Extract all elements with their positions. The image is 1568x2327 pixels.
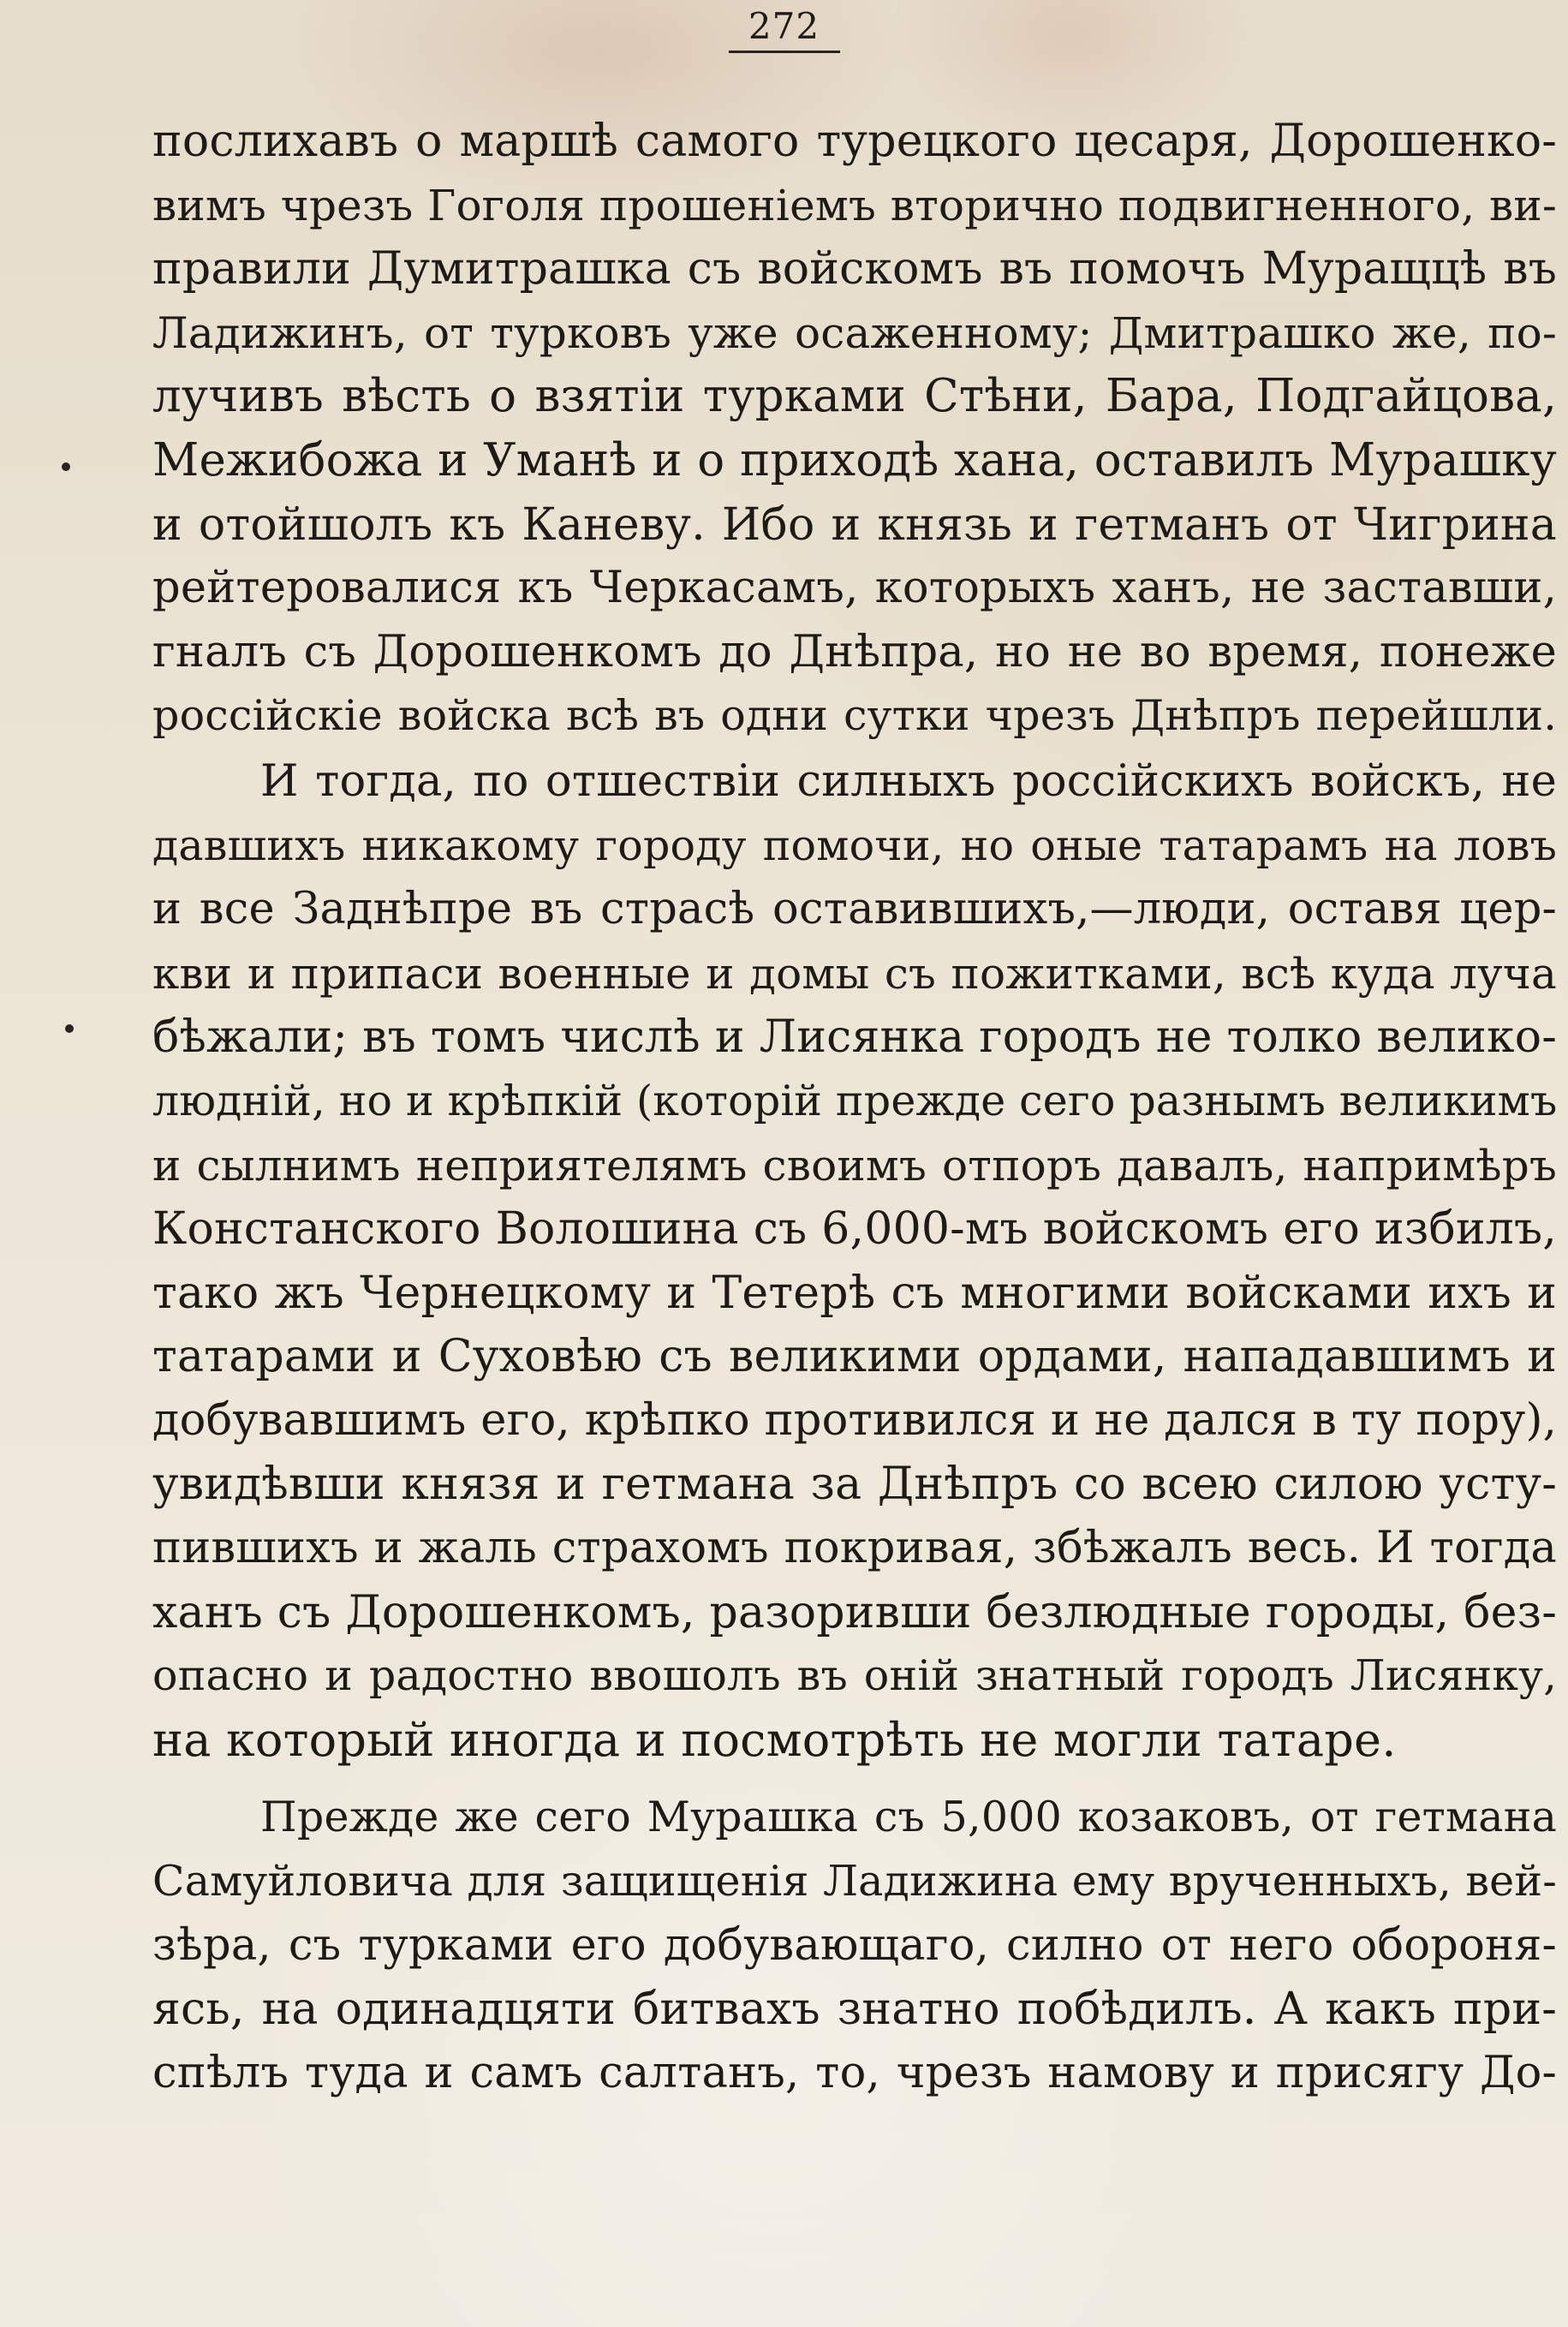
text-line: ханъ съ Дорошенкомъ, разоривши безлюдные городы, без- xyxy=(152,1586,1557,1638)
text-line: пившихъ и жаль страхомъ покривая, збѣжалъ весь. И тогда xyxy=(152,1523,1557,1574)
text-line: людній, но и крѣпкій (которій прежде сего разнымъ великимъ xyxy=(152,1076,1557,1125)
print-speck xyxy=(65,1024,74,1033)
page-number-text: 272 xyxy=(748,5,820,47)
print-speck xyxy=(62,462,70,471)
text-line: зѣра, съ турками его добувающаго, силно от него обороня- xyxy=(152,1919,1557,1971)
text-line: Межибожа и Уманѣ и о приходѣ хана, оставилъ Мурашку xyxy=(152,433,1557,486)
text-line: Ладижинъ, от турковъ уже осаженному; Дмитрашко же, по- xyxy=(152,307,1557,358)
text-line: кви и припаси военные и домы съ пожитками, всѣ куда луча xyxy=(152,948,1557,999)
text-line: правили Думитрашка съ войскомъ въ помочъ Муращцѣ въ xyxy=(152,243,1557,295)
text-line: рейтеровалися къ Черкасамъ, которыхъ ханъ, не заставши, xyxy=(152,563,1557,614)
text-line: тако жъ Чернецкому и Тетерѣ съ многими войсками ихъ и xyxy=(152,1267,1557,1319)
text-line: опасно и радостно ввошолъ въ оній знатный городъ Лисянку, xyxy=(152,1651,1557,1701)
text-line: на который иногда и посмотрѣть не могли татаре. xyxy=(152,1712,1397,1767)
body-text xyxy=(152,110,1557,2105)
text-line: и сылнимъ неприятелямъ своимъ отпоръ давалъ, напримѣръ xyxy=(152,1140,1557,1190)
paragraph-1 xyxy=(152,110,1557,749)
paragraph-2 xyxy=(152,750,1557,1773)
text-line: И тогда, по отшествіи силныхъ россійскихъ войскъ, не xyxy=(260,755,1557,807)
page-number xyxy=(0,5,1568,53)
text-line: ясь, на одинадцяти битвахъ знатно побѣдилъ. А какъ при- xyxy=(152,1984,1557,2036)
text-line: татарами и Суховѣю съ великими ордами, нападавшимъ и xyxy=(152,1331,1557,1383)
text-line: Констанского Волошина съ 6,000-мъ войскомъ его избилъ, xyxy=(152,1203,1557,1256)
text-line: и отойшолъ къ Каневу. Ибо и князь и гетманъ от Чигрина xyxy=(152,498,1557,551)
text-line: послихавъ о маршѣ самого турецкого цесаря, Дорошенко- xyxy=(152,116,1557,167)
text-line: увидѣвши князя и гетмана за Днѣпръ со всею силою усту- xyxy=(152,1459,1557,1511)
text-line: давшихъ никакому городу помочи, но оные татарамъ на ловъ xyxy=(152,820,1557,870)
text-line: Самуйловича для защищенія Ладижина ему врученныхъ, вей- xyxy=(152,1857,1557,1906)
text-line: спѣлъ туда и самъ салтанъ, то, чрезъ намову и присягу До- xyxy=(152,2047,1557,2098)
text-line: гналъ съ Дорошенкомъ до Днѣпра, но не во время, понеже xyxy=(152,626,1557,677)
page-number-rule xyxy=(729,51,840,53)
text-line: лучивъ вѣсть о взятіи турками Стѣни, Бара, Подгайцова, xyxy=(152,370,1557,423)
paragraph-3 xyxy=(152,1786,1557,2105)
text-line: и все Заднѣпре въ страсѣ оставившихъ,—люди, оставя цер- xyxy=(152,884,1557,935)
text-line: Прежде же сего Мурашка съ 5,000 козаковъ, от гетмана xyxy=(260,1793,1557,1842)
text-line: россійскіе войска всѣ въ одни сутки чрезъ Днѣпръ перейшли. xyxy=(152,691,1557,741)
text-line: добувавшимъ его, крѣпко противился и не дался в ту пору), xyxy=(152,1394,1557,1446)
text-line: вимъ чрезъ Гоголя прошеніемъ вторично подвигненного, ви- xyxy=(152,180,1557,230)
text-line: бѣжали; въ томъ числѣ и Лисянка городъ не толко велико- xyxy=(152,1011,1557,1064)
